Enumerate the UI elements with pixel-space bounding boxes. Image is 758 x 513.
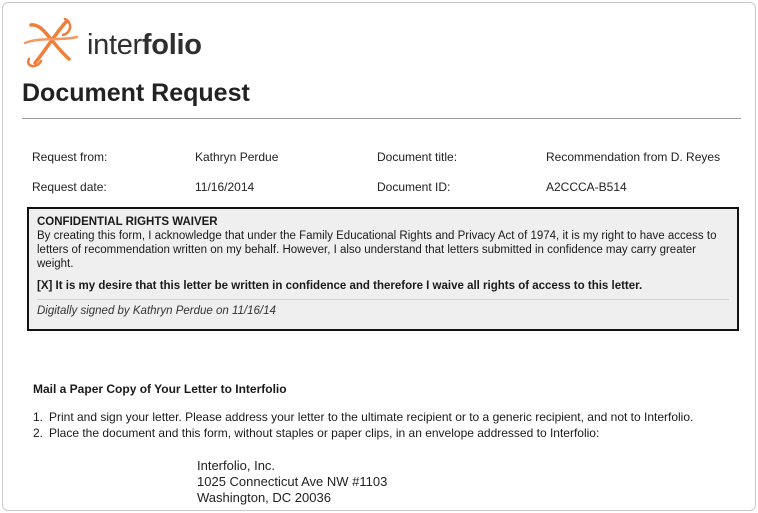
waiver-divider <box>37 299 729 300</box>
request-from-label: Request from: <box>32 150 108 164</box>
address-line: Interfolio, Inc. <box>197 458 276 473</box>
waiver-body: By creating this form, I acknowledge that under the Family Educational Rights and Privacy Act of 1974, it is my right to have access to letters of recommendation written on my behalf. However, I also understand that letters submitted in confidence may carry greater weight. <box>37 230 717 270</box>
list-item <box>33 425 693 441</box>
address-line: 1025 Connecticut Ave NW #1103 <box>197 474 388 489</box>
digital-signature: Digitally signed by Kathryn Perdue on 11/16/14 <box>37 305 276 317</box>
request-date-label: Request date: <box>32 180 107 194</box>
mail-section-heading: Mail a Paper Copy of Your Letter to Interfolio <box>33 382 287 396</box>
logo-wordmark: interfolio <box>87 28 202 61</box>
address-line: Washington, DC 20036 <box>197 490 331 505</box>
step-number: 2. <box>33 426 44 440</box>
request-date-value: 11/16/2014 <box>195 180 255 194</box>
page-title: Document Request <box>22 79 250 107</box>
mail-steps-list <box>33 409 693 441</box>
document-id-label: Document ID: <box>377 180 451 194</box>
interfolio-logo <box>21 11 202 75</box>
interfolio-swirl-icon <box>21 13 81 73</box>
waiver-statement: [X] It is my desire that this letter be written in confidence and therefore I waive all rights of access to this letter. <box>37 280 643 292</box>
document-id-value: A2CCCA-B514 <box>546 180 627 194</box>
list-item <box>33 409 693 425</box>
header-divider <box>22 118 741 119</box>
step-number: 1. <box>33 410 44 424</box>
step-text: Place the document and this form, without staples or paper clips, in an envelope addressed to Interfolio: <box>49 426 600 440</box>
waiver-heading: CONFIDENTIAL RIGHTS WAIVER <box>37 216 218 228</box>
document-title-label: Document title: <box>377 150 458 164</box>
mailing-address <box>197 458 387 506</box>
rights-waiver-box <box>27 207 739 331</box>
step-text: Print and sign your letter. Please address your letter to the ultimate recipient or to a generic recipient, and not to Interfolio. <box>49 410 694 424</box>
request-from-value: Kathryn Perdue <box>195 150 279 164</box>
document-title-value: Recommendation from D. Reyes <box>546 150 721 164</box>
document-page <box>2 2 756 511</box>
